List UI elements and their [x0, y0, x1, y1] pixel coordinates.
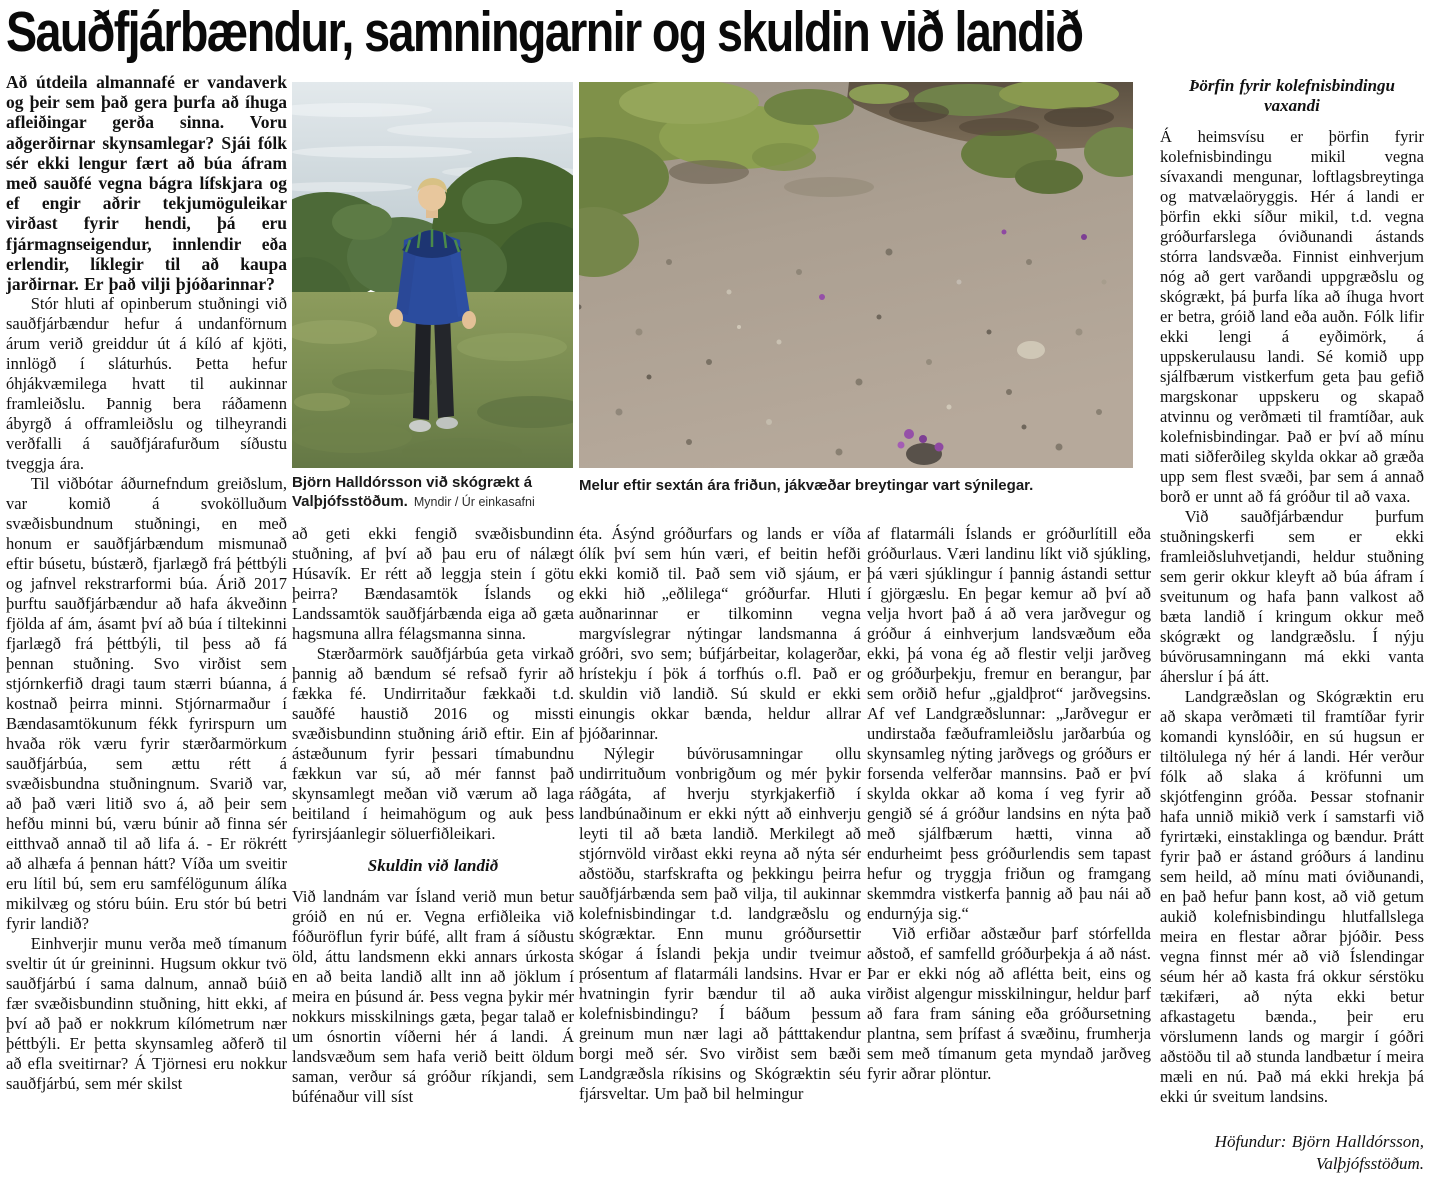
light-rock: [1017, 341, 1045, 359]
paragraph: af flatarmáli Íslands er gróðurlítill eða gróðurlaus. Væri landinu líkt við sjúkling, þá væri sjúklingur í þannig ástandi settur í gjörgæslu. En þegar kemur að því að velja hvort það á að vera jarðvegur og gróður á einhverjum landsvæðum eða ekki, þá vona ég að flestir velji jarðveg og gróðurþekju, fremur en berangur, þar sem orðið hefur „gjaldþrot“ jarðvegsins. Af vef Landgræðslunnar: „Jarðvegur er undirstaða fæðuframleiðslu jarðarbúa og skynsamleg nýting jarðvegs og gróðurs er forsenda velferðar mannsins. Það er því skylda okkar að koma í veg fyrir að gengið sé á gróður landsins en nýta það með sjálfbærum hætti, vinna að endurheimt þess gróðurlendis sem tapast hefur og tryggja friðun og framgang skemmdra vistkerfa þannig að þau nái að endurnýja sig.“: [867, 524, 1151, 923]
paragraph: Stór hluti af opinberum stuðningi við sauðfjárbændur hefur á undanförnum árum verið greiddur út á kíló af kjöti, innlögð í sláturhús. Þetta hefur óhjákvæmilega hvatt til aukinnar framleiðslu. Þannig bera ráðamenn ábyrgð á offramleiðslu og tilheyrandi verðfalli á sauðfjárafurðum síðustu tveggja ára.: [6, 294, 287, 474]
subheading: Skuldin við landið: [367, 856, 499, 875]
text-column-4: [867, 524, 1151, 1184]
paragraph: Að útdeila almannafé er vandaverk og þeir sem það gera þurfa að íhuga afleiðingar gerða sinna. Voru aðgerðirnar skynsamlegar? Sjái fólk sér ekki lengur fært að búa áfram með sauðfé vegna bágra lífskjara og ef engir aðrir tekjumöguleikar virðast fyrir hendi, þá eru fjármagnseigendur, innlendir eða erlendir, líklegir til að kaupa jarðirnar. Er það vilji þjóðarinnar?: [6, 72, 287, 295]
photo-bjorn-halldorsson: [292, 82, 573, 468]
caption-portrait-text: Björn Halldórsson við skógrækt á Valþjófsstöðum.: [292, 474, 533, 510]
paragraph: Við sauðfjárbændur þurfum stuðningskerfi sem er ekki framleiðsluhvetjandi, heldur stuðning sem gerir okkur kleyft að búa áfram í sveitunum og hafa þann valkost að bæta landið í kringum okkur með skógrækt og landgræðslu. Í nýju búvörusamningann má ekki vanta áherslur í þá átt.: [1160, 507, 1424, 686]
paragraph: að geti ekki fengið svæðisbundinn stuðning, af því að þau eru of nálægt Húsavík. Er rétt að leggja stein í götu þeirra? Bændasamtök Íslands og Landssamtök sauðfjárbænda eiga að gæta hagsmuna allra félagsmanna sinna.: [292, 524, 574, 643]
paragraph: Einhverjir munu verða með tímanum sveltir út úr greininni. Hugsum okkur tvö sauðfjárbú í sama dalnum, annað búið fær svæðisbundinn stuðning, hitt ekki, af því að það er nokkrum kílómetrum nær þéttbýli. Er þetta skynsamleg aðferð til að efla sveitirnar? Á Tjörnesi eru nokkur sauðfjárbú, sem mér skilst: [6, 934, 287, 1094]
paragraph: Landgræðslan og Skógræktin eru að skapa verðmæti til framtíðar fyrir komandi kynslóðir, en sú hugsun er tiltölulega ný hér á landi. Hér verður fólk að slaka á kröfunni um skjótfenginn gróða. Þessar stofnanir hafa unnið mikið verk í samstarfi við fyrirtæki, einstaklinga og bændur. Þrátt fyrir það er ástand gróðurs á landinu sem heild, að mínu mati óviðunandi, en það hefur þann kost, að við getum aukið kolefnisbindingu hlutfallslega meira en flestar aðrar þjóðir. Þess vegna finnst mér að við Íslendingar séum hér að kasta frá okkur sérstöku tækifæri, að nýta ekki betur afkastagetu bænda., þeir eru vörslumenn lands og margir í góðri aðstöðu til að stunda landbætur í meira mæli en nú. Það má ekki hrekja þá ekki úr sveitum landsins.: [1160, 687, 1424, 1106]
caption-portrait-credit: Myndir / Úr einkasafni: [413, 495, 535, 509]
subheading: Þörfin fyrir kolefnisbindingu vaxandi: [1188, 76, 1396, 115]
text-column-2: [292, 524, 574, 1184]
paragraph: Nýlegir búvörusamningar ollu undirrituðum vonbrigðum og mér þykir ráðgáta, af hverju styrkjakerfið í landbúnaðinum er ekki nýtt að einhverju leyti til að bæta landið. Merkilegt að stjórnvöld virðast ekki reyna að nýta sér aðstöðu, starfskrafta og þekkingu þeirra sauðfjárbænda sem það vilja, til aukinnar kolefnisbindingar t.d. landgræðslu og skógræktar. Enn munu gróðursettir skógar á Íslandi þekja undir tveimur prósentum af flatarmáli landsins. Hvar er hvatningin fyrir bændur til að auka kolefnisbindingu? Í báðum þessum greinum mun nær lagi að þátttakendur borgi með sér. Svo virðist sem bæði Landgræðsla ríkisins og Skógræktin séu fjársveltar. Um það bil helmingur: [579, 744, 861, 1103]
text-column-5: [1160, 76, 1424, 1184]
photo-melur-illustration: [579, 82, 1133, 468]
article-headline: Sauðfjárbændur, samningarnir og skuldin við landið: [6, 0, 1083, 64]
caption-landscape: [579, 476, 1133, 495]
paragraph: Til viðbótar áðurnefndum greiðslum, var komið á svokölluðum svæðisbundnum stuðningi, en með honum er sauðfjárbændum mismunað eftir búsetu, bústærð, fjarlægð frá þéttbýli og jafnvel rekstrarformi búa. Árið 2017 þurftu sauðfjárbændur að hafa ákveðinn fjölda af ám, ásamt því að búa í tiltekinni fjarlægð frá þéttbýli, til þess að fá þennan stuðning. Svo virðist sem stjórnkerfið dragi taum stærri búanna, á kostnað þeirra minni. Stjórnarmaður í Bændasamtökunum fékk fyrirspurn um hvaða rök væru fyrir stærðarmörkum sauðfjárbúa, sem ættu rétt á svæðisbundna stuðningnum. Svarið var, að það væri litið svo á, að þeir sem hefðu minni bú, væru búnir að finna sér eitthvað annað til að lifa á. - Er rökrétt að alhæfa á þennan hátt? Víða um sveitir eru lítil bú, sem eru samfélögunum álíka mikilvæg og stóru búin. Eru stór bú betri fyrir landið?: [6, 474, 287, 934]
paragraph: éta. Ásýnd gróðurfars og lands er víða ólík því sem hún væri, ef beitin hefði ekki komið til. Það sem við sjáum, er ekki hið „eðlilega“ gróðurfar. Hluti auðnarinnar er tilkominn vegna margvíslegrar nýtingar landsmanna á gróðri, svo sem; búfjárbeitar, kolagerðar, hrístekju í þök á torfhús o.fl. Það er skuldin við landið. Sú skuld er ekki einungis okkar bænda, heldur allrar þjóðarinnar.: [579, 524, 861, 743]
text-column-3: [579, 524, 861, 1184]
caption-portrait: [292, 473, 574, 512]
photo-melur-landscape: [579, 82, 1133, 468]
caption-landscape-text: Melur eftir sextán ára friðun, jákvæðar breytingar vart sýnilegar.: [579, 477, 1034, 494]
text-column-1: [6, 72, 287, 1184]
paragraph: Stærðarmörk sauðfjárbúa geta virkað þannig að bændum sé refsað fyrir að fækka fé. Undirritaður fækkaði t.d. sauðfé haustið 2016 og missti svæðisbundinn stuðning árið eftir. Ein af ástæðunum fyrir þessari tímabundnu fækkun var sú, að mér fannst það skynsamlegt meðan við værum að laga beitiland í heimahögum og auk þess fyrirsjáanlegir söluerfiðleikari.: [292, 644, 574, 843]
author-byline: Höfundur: Björn Halldórsson, Valþjófsstöðum.: [1214, 1132, 1424, 1173]
photo-bjorn-illustration: [292, 82, 573, 468]
paragraph: Við erfiðar aðstæður þarf stórfellda aðstoð, ef samfelld gróðurþekja á að nást. Þar er ekki nóg að aflétta beit, eins og virðist algengur misskilningur, heldur þarf að fara fram sáning eða gróðursetning plantna, sem þrífast á svæðinu, frumherja sem með tímanum geta myndað jarðveg fyrir aðrar plöntur.: [867, 924, 1151, 1083]
paragraph: Við landnám var Ísland verið mun betur gróið en nú er. Vegna erfiðleika við fóðuröflun fyrir búfé, allt fram á síðustu öld, áttu landsmenn ekki annars úrkosta en að beita landið allt inn að jöklum í meira en þúsund ár. Þess vegna þykir mér nokkurs misskilnings gæta, þegar talað er um ósnortin víðerni hér á landi. Á landsvæðum sem hafa verið beitt öldum saman, verður sá gróður ríkjandi, sem búfénaður vill síst: [292, 887, 574, 1106]
paragraph: Á heimsvísu er þörfin fyrir kolefnisbindingu mikil vegna sívaxandi mengunar, loftlagsbreytinga og matvælaöryggis. Hér á landi er þörfin ekki síður mikil, t.d. vegna gróðurfarslega óviðunandi ástands stórra landsvæða. Finnist einhverjum nóg að gert varðandi uppgræðslu og skógrækt, þá þurfa líka að íhuga hvort er betra, gróið land eða auðn. Fólk lifir ekki lengi á eyðimörk, á uppskerulausu landi. Sé komið upp sjálfbærum vistkerfum geta þau gefið margskonar uppskeru og skapað atvinnu og verðmæti til framtíðar, auk kolefnisbindingar. Það er því að mínu mati siðferðileg skylda okkar að græða upp sem flest svæði, þar sem á annað borð er unnt að fá gróður til að vaxa.: [1160, 127, 1424, 506]
